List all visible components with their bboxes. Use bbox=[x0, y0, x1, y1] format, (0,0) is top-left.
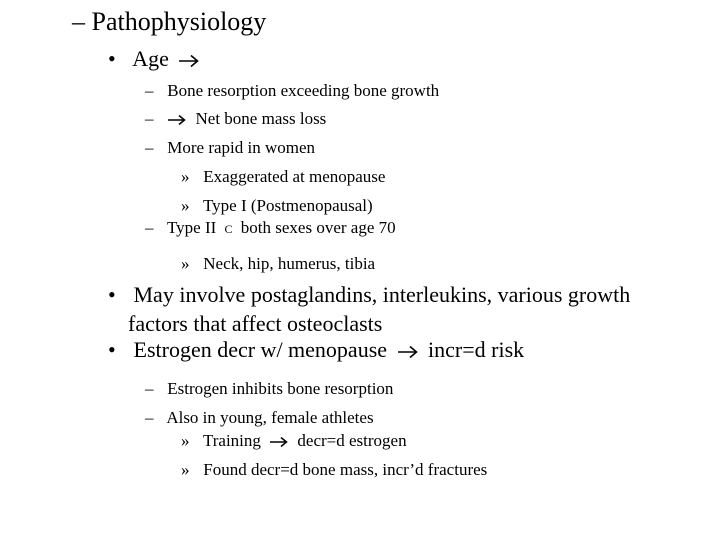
age-item-2-text: Net bone mass loss bbox=[195, 109, 327, 128]
age-item-1-text: Bone resorption exceeding bone growth bbox=[167, 81, 440, 100]
dash-marker: – bbox=[145, 81, 154, 100]
women-subitem-2 bbox=[181, 197, 373, 214]
type2-text-before: Type II bbox=[166, 218, 217, 237]
bullet-estrogen-text-before: Estrogen decr w/ menopause bbox=[133, 337, 388, 362]
age-item-2 bbox=[145, 110, 326, 127]
dash-marker: – bbox=[145, 408, 154, 427]
estrogen-item-2-text: Also in young, female athletes bbox=[166, 408, 374, 427]
age-item-3-text: More rapid in women bbox=[167, 138, 316, 157]
athlete-subitem-1 bbox=[181, 432, 407, 449]
age-item-3 bbox=[145, 139, 315, 156]
dash-marker: – bbox=[145, 218, 154, 237]
bullet-estrogen-text-after: incr=d risk bbox=[428, 337, 525, 362]
estrogen-item-2 bbox=[145, 409, 374, 426]
dash-marker: – bbox=[145, 109, 154, 128]
chevron-marker: » bbox=[181, 254, 190, 273]
dash-marker: – bbox=[145, 379, 154, 398]
bullet-marker: • bbox=[108, 46, 116, 71]
chevron-marker: » bbox=[181, 196, 190, 215]
dash-marker: – bbox=[145, 138, 154, 157]
type2-subitem bbox=[181, 255, 375, 272]
right-arrow-icon bbox=[167, 110, 187, 127]
women-subitem-1-text: Exaggerated at menopause bbox=[203, 167, 386, 186]
athlete-subitem-2 bbox=[181, 461, 487, 478]
estrogen-item-1-text: Estrogen inhibits bone resorption bbox=[167, 379, 394, 398]
type2-item bbox=[145, 219, 396, 236]
bullet-involve bbox=[108, 284, 630, 306]
athlete-subitem-1-text-before: Training bbox=[202, 431, 261, 450]
bullet-age-text: Age bbox=[132, 46, 169, 71]
chevron-marker: » bbox=[181, 431, 190, 450]
dash-marker: – bbox=[72, 7, 85, 36]
bullet-age bbox=[108, 48, 204, 70]
bullet-marker: • bbox=[108, 337, 116, 362]
athlete-subitem-2-text: Found decr=d bone mass, incr’d fractures bbox=[203, 460, 488, 479]
type2-subitem-text: Neck, hip, humerus, tibia bbox=[203, 254, 376, 273]
bullet-involve-continuation bbox=[128, 313, 382, 335]
women-subitem-1 bbox=[181, 168, 385, 185]
bullet-marker: • bbox=[108, 282, 116, 307]
chevron-marker: » bbox=[181, 167, 190, 186]
right-arrow-icon bbox=[269, 432, 289, 449]
right-arrow-icon bbox=[397, 339, 419, 361]
women-subitem-2-text: Type I (Postmenopausal) bbox=[202, 196, 373, 215]
age-item-1 bbox=[145, 82, 439, 99]
athlete-subitem-1-text-after: decr=d estrogen bbox=[297, 431, 407, 450]
type2-text-after: both sexes over age 70 bbox=[240, 218, 396, 237]
bullet-involve-line1: May involve postaglandins, interleukins, various growth bbox=[133, 282, 631, 307]
chevron-marker: » bbox=[181, 460, 190, 479]
bullet-estrogen bbox=[108, 339, 524, 361]
c-symbol: C bbox=[224, 222, 233, 236]
bullet-involve-line2: factors that affect osteoclasts bbox=[128, 311, 383, 336]
right-arrow-icon bbox=[178, 48, 200, 70]
estrogen-item-1 bbox=[145, 380, 393, 397]
slide-heading bbox=[72, 9, 266, 35]
heading-text: Pathophysiology bbox=[91, 7, 267, 36]
